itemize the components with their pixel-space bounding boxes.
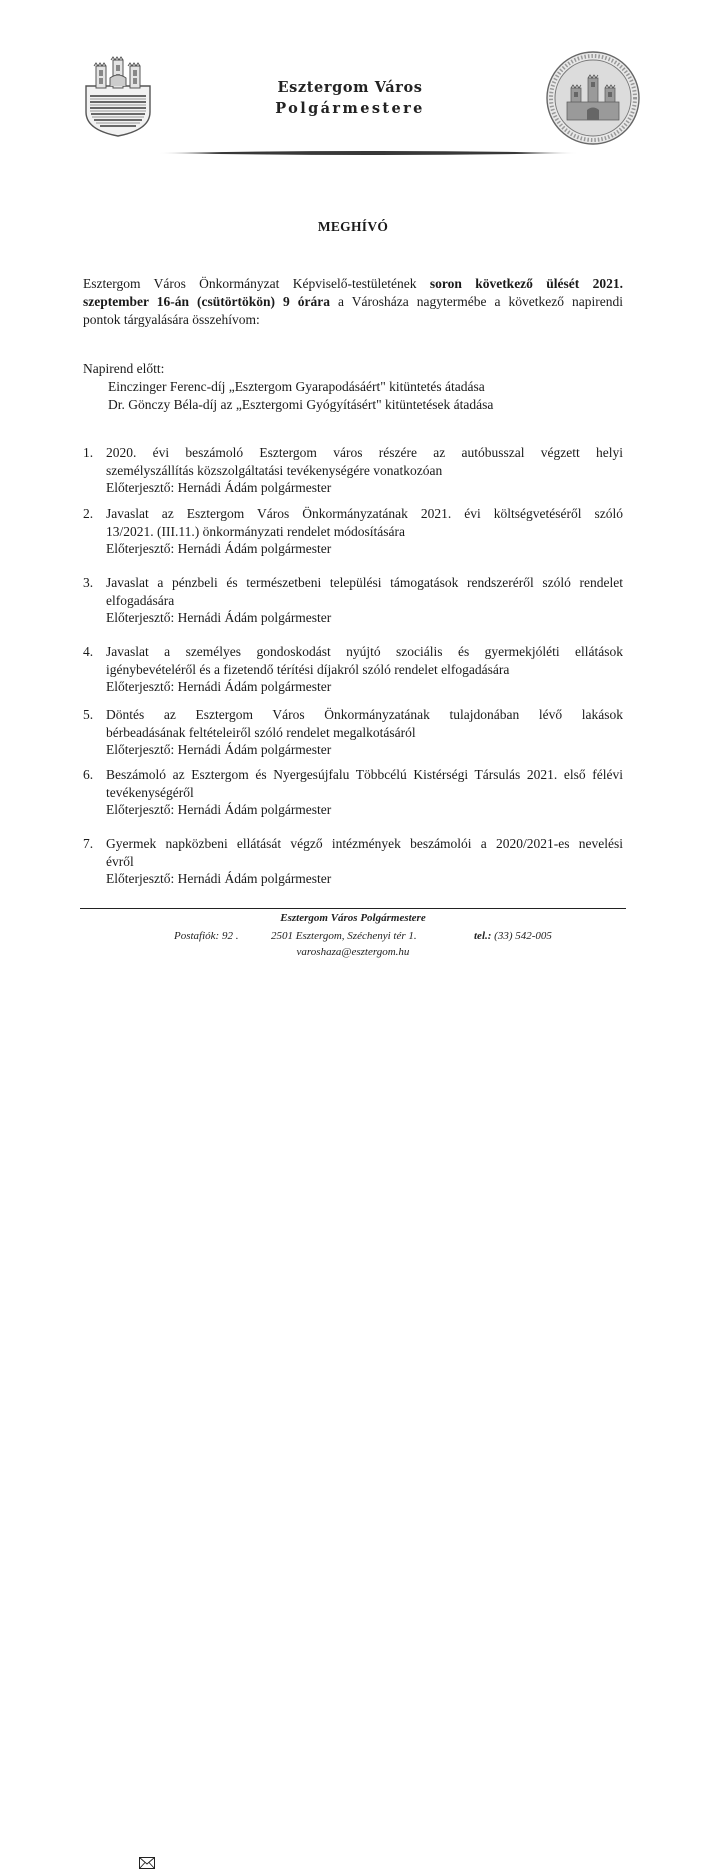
agenda-item-text: Javaslat az Esztergom Város Önkormányzatának 2021. évi költségvetéséről szóló <box>106 506 623 521</box>
agenda-item-text: Gyermek napközbeni ellátását végző intézmények beszámolói a 2020/2021-es nevelési <box>106 836 623 851</box>
agenda-item-body <box>106 505 623 558</box>
header-divider <box>158 150 578 156</box>
agenda-item-text: évről <box>106 853 134 869</box>
intro-emphasis: szeptember 16-án (csütörtökön) 9 órára <box>83 294 331 309</box>
agenda-item-text: 2020. évi beszámoló Esztergom város részére az autóbusszal végzett helyi <box>106 445 623 460</box>
footer-address: 2501 Esztergom, Széchenyi tér 1. <box>271 930 417 942</box>
agenda-item-body <box>106 835 623 888</box>
agenda-item-number: 5. <box>83 707 94 722</box>
agenda-item-number: 4. <box>83 644 94 659</box>
city-coat-of-arms <box>82 56 154 138</box>
agenda-item-number: 1. <box>83 445 94 460</box>
invitation-intro <box>83 275 623 329</box>
agenda-item-text: igénybevételéről és a fizetendő térítési díjakról szóló rendelet elfogadására <box>106 661 510 677</box>
agenda-item-body <box>106 766 623 819</box>
intro-text: pontok tárgyalására összehívom: <box>83 312 260 327</box>
agenda-item-text: Javaslat a pénzbeli és természetbeni települési támogatások rendszeréről szóló rendelet <box>106 575 623 590</box>
agenda-item-body <box>106 444 623 497</box>
agenda-item-body <box>106 706 623 759</box>
agenda-item-text: Döntés az Esztergom Város Önkormányzatának tulajdonában lévő lakások <box>106 707 623 722</box>
agenda-item-number: 6. <box>83 767 94 782</box>
pre-agenda-heading: Napirend előtt: <box>83 361 165 376</box>
agenda-item-presenter: Előterjesztő: Hernádi Ádám polgármester <box>106 802 332 817</box>
intro-emphasis: soron következő ülését 2021. <box>429 276 623 291</box>
agenda-item-body <box>106 574 623 627</box>
footer-org-name: Esztergom Város Polgármestere <box>280 912 426 924</box>
footer-postbox: Postafiók: 92 . <box>174 930 239 942</box>
pre-agenda-item: Einczinger Ferenc-díj „Esztergom Gyarapodásáért" kitüntetés átadása <box>108 379 485 394</box>
footer-phone-label: tel.: <box>474 930 492 942</box>
city-seal <box>545 50 641 146</box>
footer-phone-number: (33) 542-005 <box>491 930 552 942</box>
agenda-item-text: tevékenységéről <box>106 784 194 800</box>
agenda-item-body <box>106 643 623 696</box>
document-title: MEGHÍVÓ <box>317 219 389 234</box>
footer-phone <box>474 930 552 942</box>
footer-divider <box>80 908 626 909</box>
intro-text: Esztergom Város Önkormányzat Képviselő-testületének <box>83 276 430 291</box>
envelope-icon <box>139 1857 155 1869</box>
agenda-item-text: Javaslat a személyes gondoskodást nyújtó szociális és gyermekjóléti ellátások <box>106 644 623 659</box>
intro-line <box>83 311 623 329</box>
agenda-item-presenter: Előterjesztő: Hernádi Ádám polgármester <box>106 480 332 495</box>
pre-agenda-item: Dr. Gönczy Béla-díj az „Esztergomi Gyógyításért" kitüntetések átadása <box>108 397 494 412</box>
agenda-item-number: 2. <box>83 506 94 521</box>
agenda-item-presenter: Előterjesztő: Hernádi Ádám polgármester <box>106 742 332 757</box>
agenda-item-number: 3. <box>83 575 94 590</box>
header-title-line2: Polgármestere <box>275 100 425 117</box>
agenda-item-text: bérbeadásának feltételeiről szóló rendelet megalkotásáról <box>106 724 416 740</box>
intro-text: a Városháza nagytermébe a következő napirendi <box>330 294 623 309</box>
agenda-item-number: 7. <box>83 836 94 851</box>
agenda-item-presenter: Előterjesztő: Hernádi Ádám polgármester <box>106 541 332 556</box>
pre-agenda-section <box>83 360 623 414</box>
intro-line <box>83 275 623 293</box>
intro-line <box>83 293 623 311</box>
agenda-item-text: Beszámoló az Esztergom és Nyergesújfalu Többcélú Kistérségi Társulás 2021. első félévi <box>106 767 623 782</box>
footer-email[interactable]: varoshaza@esztergom.hu <box>296 946 410 958</box>
agenda-item-presenter: Előterjesztő: Hernádi Ádám polgármester <box>106 871 332 886</box>
agenda-item-text: 13/2021. (III.11.) önkormányzati rendelet módosítására <box>106 523 406 539</box>
agenda-item-presenter: Előterjesztő: Hernádi Ádám polgármester <box>106 679 332 694</box>
agenda-item-text: elfogadására <box>106 592 175 608</box>
agenda-item-text: személyszállítás közszolgáltatási tevékenységére vonatkozóan <box>106 462 443 478</box>
agenda-item-presenter: Előterjesztő: Hernádi Ádám polgármester <box>106 610 332 625</box>
header-title-line1: Esztergom Város <box>277 79 423 96</box>
